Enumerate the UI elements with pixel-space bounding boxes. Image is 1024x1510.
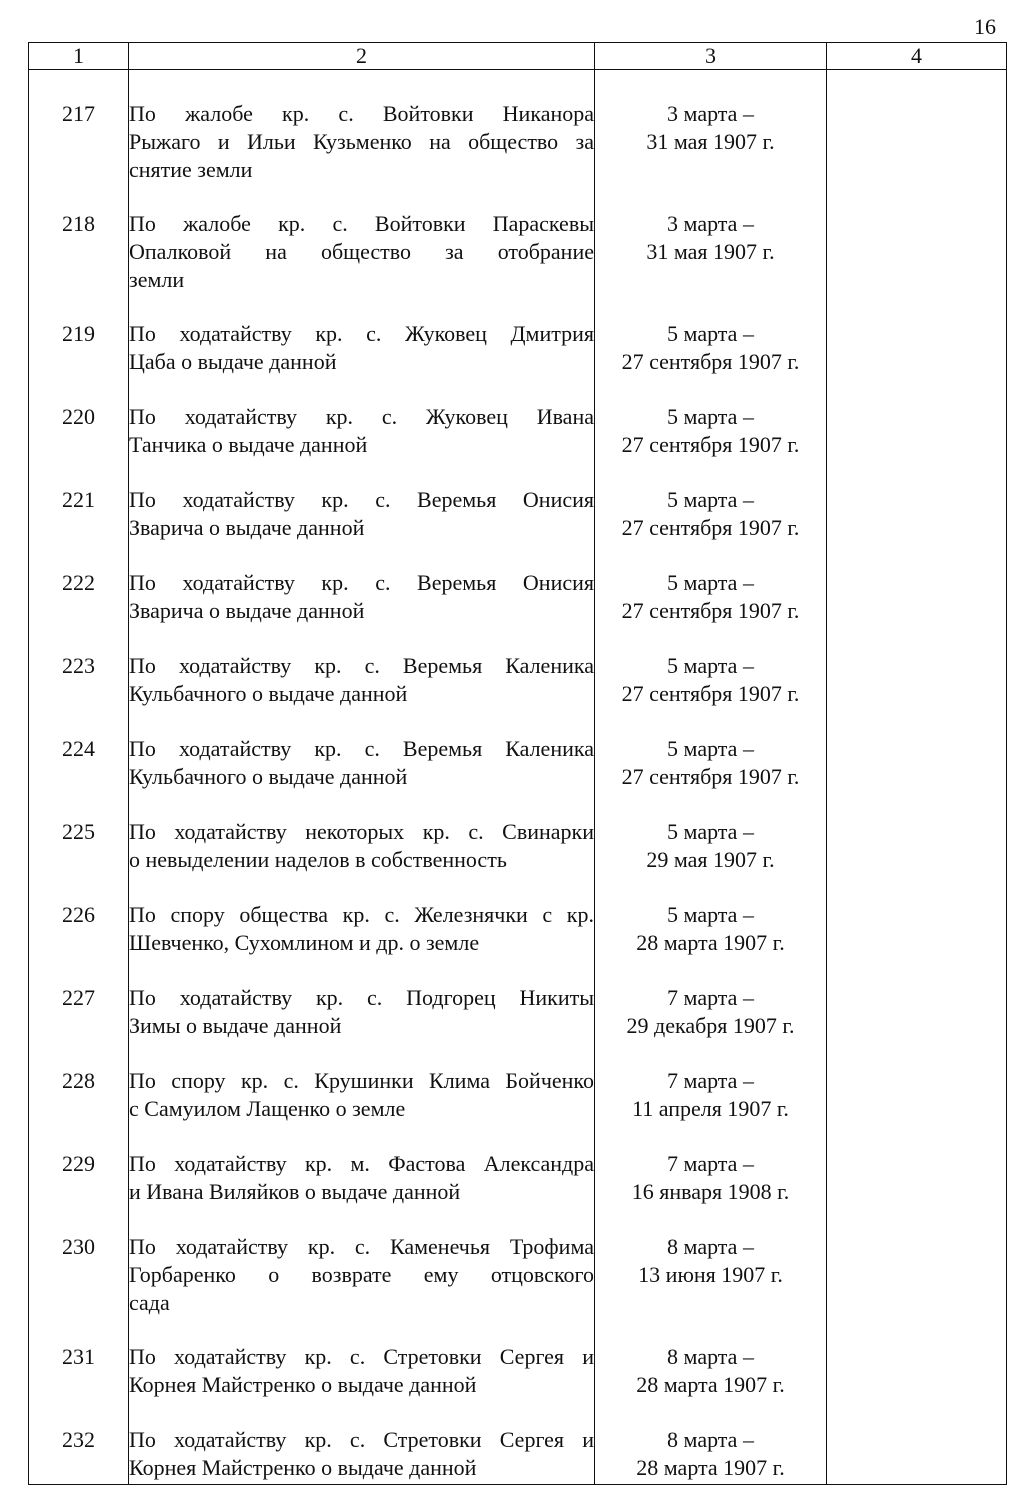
table-row: [29, 818, 1007, 901]
end-date: 16 января 1908 г.: [631, 1179, 790, 1204]
file-title-line: с Самуилом Лащенко о земле: [129, 1096, 406, 1121]
table-row: [29, 1233, 1007, 1343]
note-cell: [827, 486, 1007, 569]
item-number: 226: [29, 901, 129, 984]
file-title-line: По ходатайству кр. с. Веремья Каленика: [129, 736, 594, 761]
file-title: [129, 735, 595, 818]
file-title-line: и Ивана Виляйков о выдаче данной: [129, 1179, 461, 1204]
item-number: 219: [29, 320, 129, 403]
column-number-header-row: [29, 43, 1007, 70]
file-title-line: По ходатайству кр. с. Жуковец Дмитрия: [129, 321, 594, 346]
start-date: 5 марта –: [667, 487, 754, 512]
start-date: 5 марта –: [667, 321, 754, 346]
start-date: 5 марта –: [667, 653, 754, 678]
file-title-line: По спору кр. с. Крушинки Клима Бойченко: [129, 1068, 594, 1093]
file-title-line: снятие земли: [129, 157, 253, 182]
table-row: [29, 70, 1007, 211]
date-range: [595, 735, 827, 818]
start-date: 5 марта –: [667, 404, 754, 429]
note-cell: [827, 735, 1007, 818]
file-title-line: По ходатайству кр. с. Подгорец Никиты: [129, 985, 594, 1010]
item-number: 223: [29, 652, 129, 735]
file-title-line: Цаба о выдаче данной: [129, 349, 337, 374]
item-number: 231: [29, 1343, 129, 1426]
table-row: [29, 984, 1007, 1067]
table-row: [29, 652, 1007, 735]
column-header-1: 1: [29, 43, 129, 70]
end-date: 11 апреля 1907 г.: [632, 1096, 789, 1121]
start-date: 8 марта –: [667, 1427, 754, 1452]
date-range: [595, 984, 827, 1067]
file-title: [129, 901, 595, 984]
file-title-line: По ходатайству кр. с. Каменечья Трофима: [129, 1234, 594, 1259]
date-range: [595, 818, 827, 901]
note-cell: [827, 569, 1007, 652]
item-number: 225: [29, 818, 129, 901]
file-title-line: Танчика о выдаче данной: [129, 432, 368, 457]
archive-register-table: [28, 42, 1007, 1485]
file-title: [129, 569, 595, 652]
file-title-line: По ходатайству кр. м. Фастова Александра: [129, 1151, 594, 1176]
start-date: 5 марта –: [667, 819, 754, 844]
end-date: 29 декабря 1907 г.: [626, 1013, 795, 1038]
start-date: 8 марта –: [667, 1234, 754, 1259]
note-cell: [827, 320, 1007, 403]
note-cell: [827, 1233, 1007, 1343]
end-date: 29 мая 1907 г.: [646, 847, 775, 872]
file-title: [129, 1426, 595, 1485]
note-cell: [827, 652, 1007, 735]
note-cell: [827, 210, 1007, 320]
table-row: [29, 210, 1007, 320]
note-cell: [827, 901, 1007, 984]
file-title-line: Кульбачного о выдаче данной: [129, 681, 408, 706]
end-date: 28 марта 1907 г.: [636, 930, 785, 955]
table-row: [29, 1067, 1007, 1150]
file-title-line: По ходатайству кр. с. Веремья Каленика: [129, 653, 594, 678]
end-date: 31 мая 1907 г.: [646, 129, 775, 154]
file-title: [129, 818, 595, 901]
item-number: 224: [29, 735, 129, 818]
column-header-4: 4: [827, 43, 1007, 70]
file-title: [129, 1233, 595, 1343]
file-title: [129, 210, 595, 320]
item-number: 227: [29, 984, 129, 1067]
item-number: 229: [29, 1150, 129, 1233]
column-header-2: 2: [129, 43, 595, 70]
end-date: 27 сентября 1907 г.: [621, 681, 800, 706]
page-number: 16: [974, 14, 996, 39]
date-range: [595, 1343, 827, 1426]
file-title-line: о невыделении наделов в собственность: [129, 847, 507, 872]
column-header-3: 3: [595, 43, 827, 70]
file-title-line: Зварича о выдаче данной: [129, 598, 365, 623]
date-range: [595, 403, 827, 486]
start-date: 5 марта –: [667, 570, 754, 595]
table-row: [29, 486, 1007, 569]
date-range: [595, 70, 827, 211]
date-range: [595, 901, 827, 984]
note-cell: [827, 1067, 1007, 1150]
file-title-line: Зимы о выдаче данной: [129, 1013, 342, 1038]
file-title-line: По ходатайству кр. с. Веремья Онисия: [129, 487, 594, 512]
file-title: [129, 1067, 595, 1150]
date-range: [595, 1233, 827, 1343]
note-cell: [827, 1426, 1007, 1485]
date-range: [595, 1426, 827, 1485]
item-number: 220: [29, 403, 129, 486]
table-row: [29, 1426, 1007, 1485]
file-title: [129, 486, 595, 569]
file-title-line: Корнея Майстренко о выдаче данной: [129, 1372, 477, 1397]
date-range: [595, 652, 827, 735]
end-date: 28 марта 1907 г.: [636, 1455, 785, 1480]
note-cell: [827, 403, 1007, 486]
start-date: 8 марта –: [667, 1344, 754, 1369]
file-title-line: Корнея Майстренко о выдаче данной: [129, 1455, 477, 1480]
file-title-line: По ходатайству кр. с. Стретовки Сергея и: [129, 1344, 594, 1369]
item-number: 228: [29, 1067, 129, 1150]
note-cell: [827, 70, 1007, 211]
table-row: [29, 1343, 1007, 1426]
note-cell: [827, 1150, 1007, 1233]
date-range: [595, 210, 827, 320]
end-date: 27 сентября 1907 г.: [621, 515, 800, 540]
file-title: [129, 1150, 595, 1233]
table-row: [29, 569, 1007, 652]
table-row: [29, 320, 1007, 403]
end-date: 27 сентября 1907 г.: [621, 598, 800, 623]
end-date: 28 марта 1907 г.: [636, 1372, 785, 1397]
table-row: [29, 403, 1007, 486]
start-date: 7 марта –: [667, 1151, 754, 1176]
end-date: 27 сентября 1907 г.: [621, 432, 800, 457]
file-title-line: Рыжаго и Ильи Кузьменко на общество за: [129, 129, 594, 154]
note-cell: [827, 1343, 1007, 1426]
end-date: 13 июня 1907 г.: [638, 1262, 783, 1287]
item-number: 218: [29, 210, 129, 320]
file-title-line: земли: [129, 267, 185, 292]
file-title: [129, 1343, 595, 1426]
file-title-line: сада: [129, 1290, 170, 1315]
note-cell: [827, 984, 1007, 1067]
start-date: 5 марта –: [667, 902, 754, 927]
file-title-line: Шевченко, Сухомлином и др. о земле: [129, 930, 480, 955]
file-title-line: Кульбачного о выдаче данной: [129, 764, 408, 789]
file-title-line: Зварича о выдаче данной: [129, 515, 365, 540]
date-range: [595, 320, 827, 403]
file-title-line: Горбаренко о возврате ему отцовского: [129, 1262, 594, 1287]
table-row: [29, 735, 1007, 818]
item-number: 232: [29, 1426, 129, 1485]
file-title: [129, 320, 595, 403]
start-date: 7 марта –: [667, 1068, 754, 1093]
file-title-line: По ходатайству кр. с. Веремья Онисия: [129, 570, 594, 595]
file-title: [129, 403, 595, 486]
table-row: [29, 1150, 1007, 1233]
item-number: 230: [29, 1233, 129, 1343]
item-number: 221: [29, 486, 129, 569]
start-date: 3 марта –: [667, 211, 754, 236]
file-title: [129, 652, 595, 735]
file-title-line: По спору общества кр. с. Железнячки с кр.: [129, 902, 594, 927]
file-title-line: По ходатайству кр. с. Стретовки Сергея и: [129, 1427, 594, 1452]
date-range: [595, 1150, 827, 1233]
date-range: [595, 486, 827, 569]
file-title: [129, 70, 595, 211]
end-date: 27 сентября 1907 г.: [621, 764, 800, 789]
table-row: [29, 901, 1007, 984]
file-title-line: По ходатайству некоторых кр. с. Свинарки: [129, 819, 594, 844]
start-date: 7 марта –: [667, 985, 754, 1010]
file-title-line: По жалобе кр. с. Войтовки Никанора: [129, 101, 594, 126]
file-title-line: Опалковой на общество за отобрание: [129, 239, 594, 264]
file-title-line: По ходатайству кр. с. Жуковец Ивана: [129, 404, 594, 429]
end-date: 27 сентября 1907 г.: [621, 349, 800, 374]
start-date: 3 марта –: [667, 101, 754, 126]
file-title: [129, 984, 595, 1067]
end-date: 31 мая 1907 г.: [646, 239, 775, 264]
start-date: 5 марта –: [667, 736, 754, 761]
note-cell: [827, 818, 1007, 901]
date-range: [595, 1067, 827, 1150]
file-title-line: По жалобе кр. с. Войтовки Параскевы: [129, 211, 594, 236]
date-range: [595, 569, 827, 652]
item-number: 222: [29, 569, 129, 652]
item-number: 217: [29, 70, 129, 211]
